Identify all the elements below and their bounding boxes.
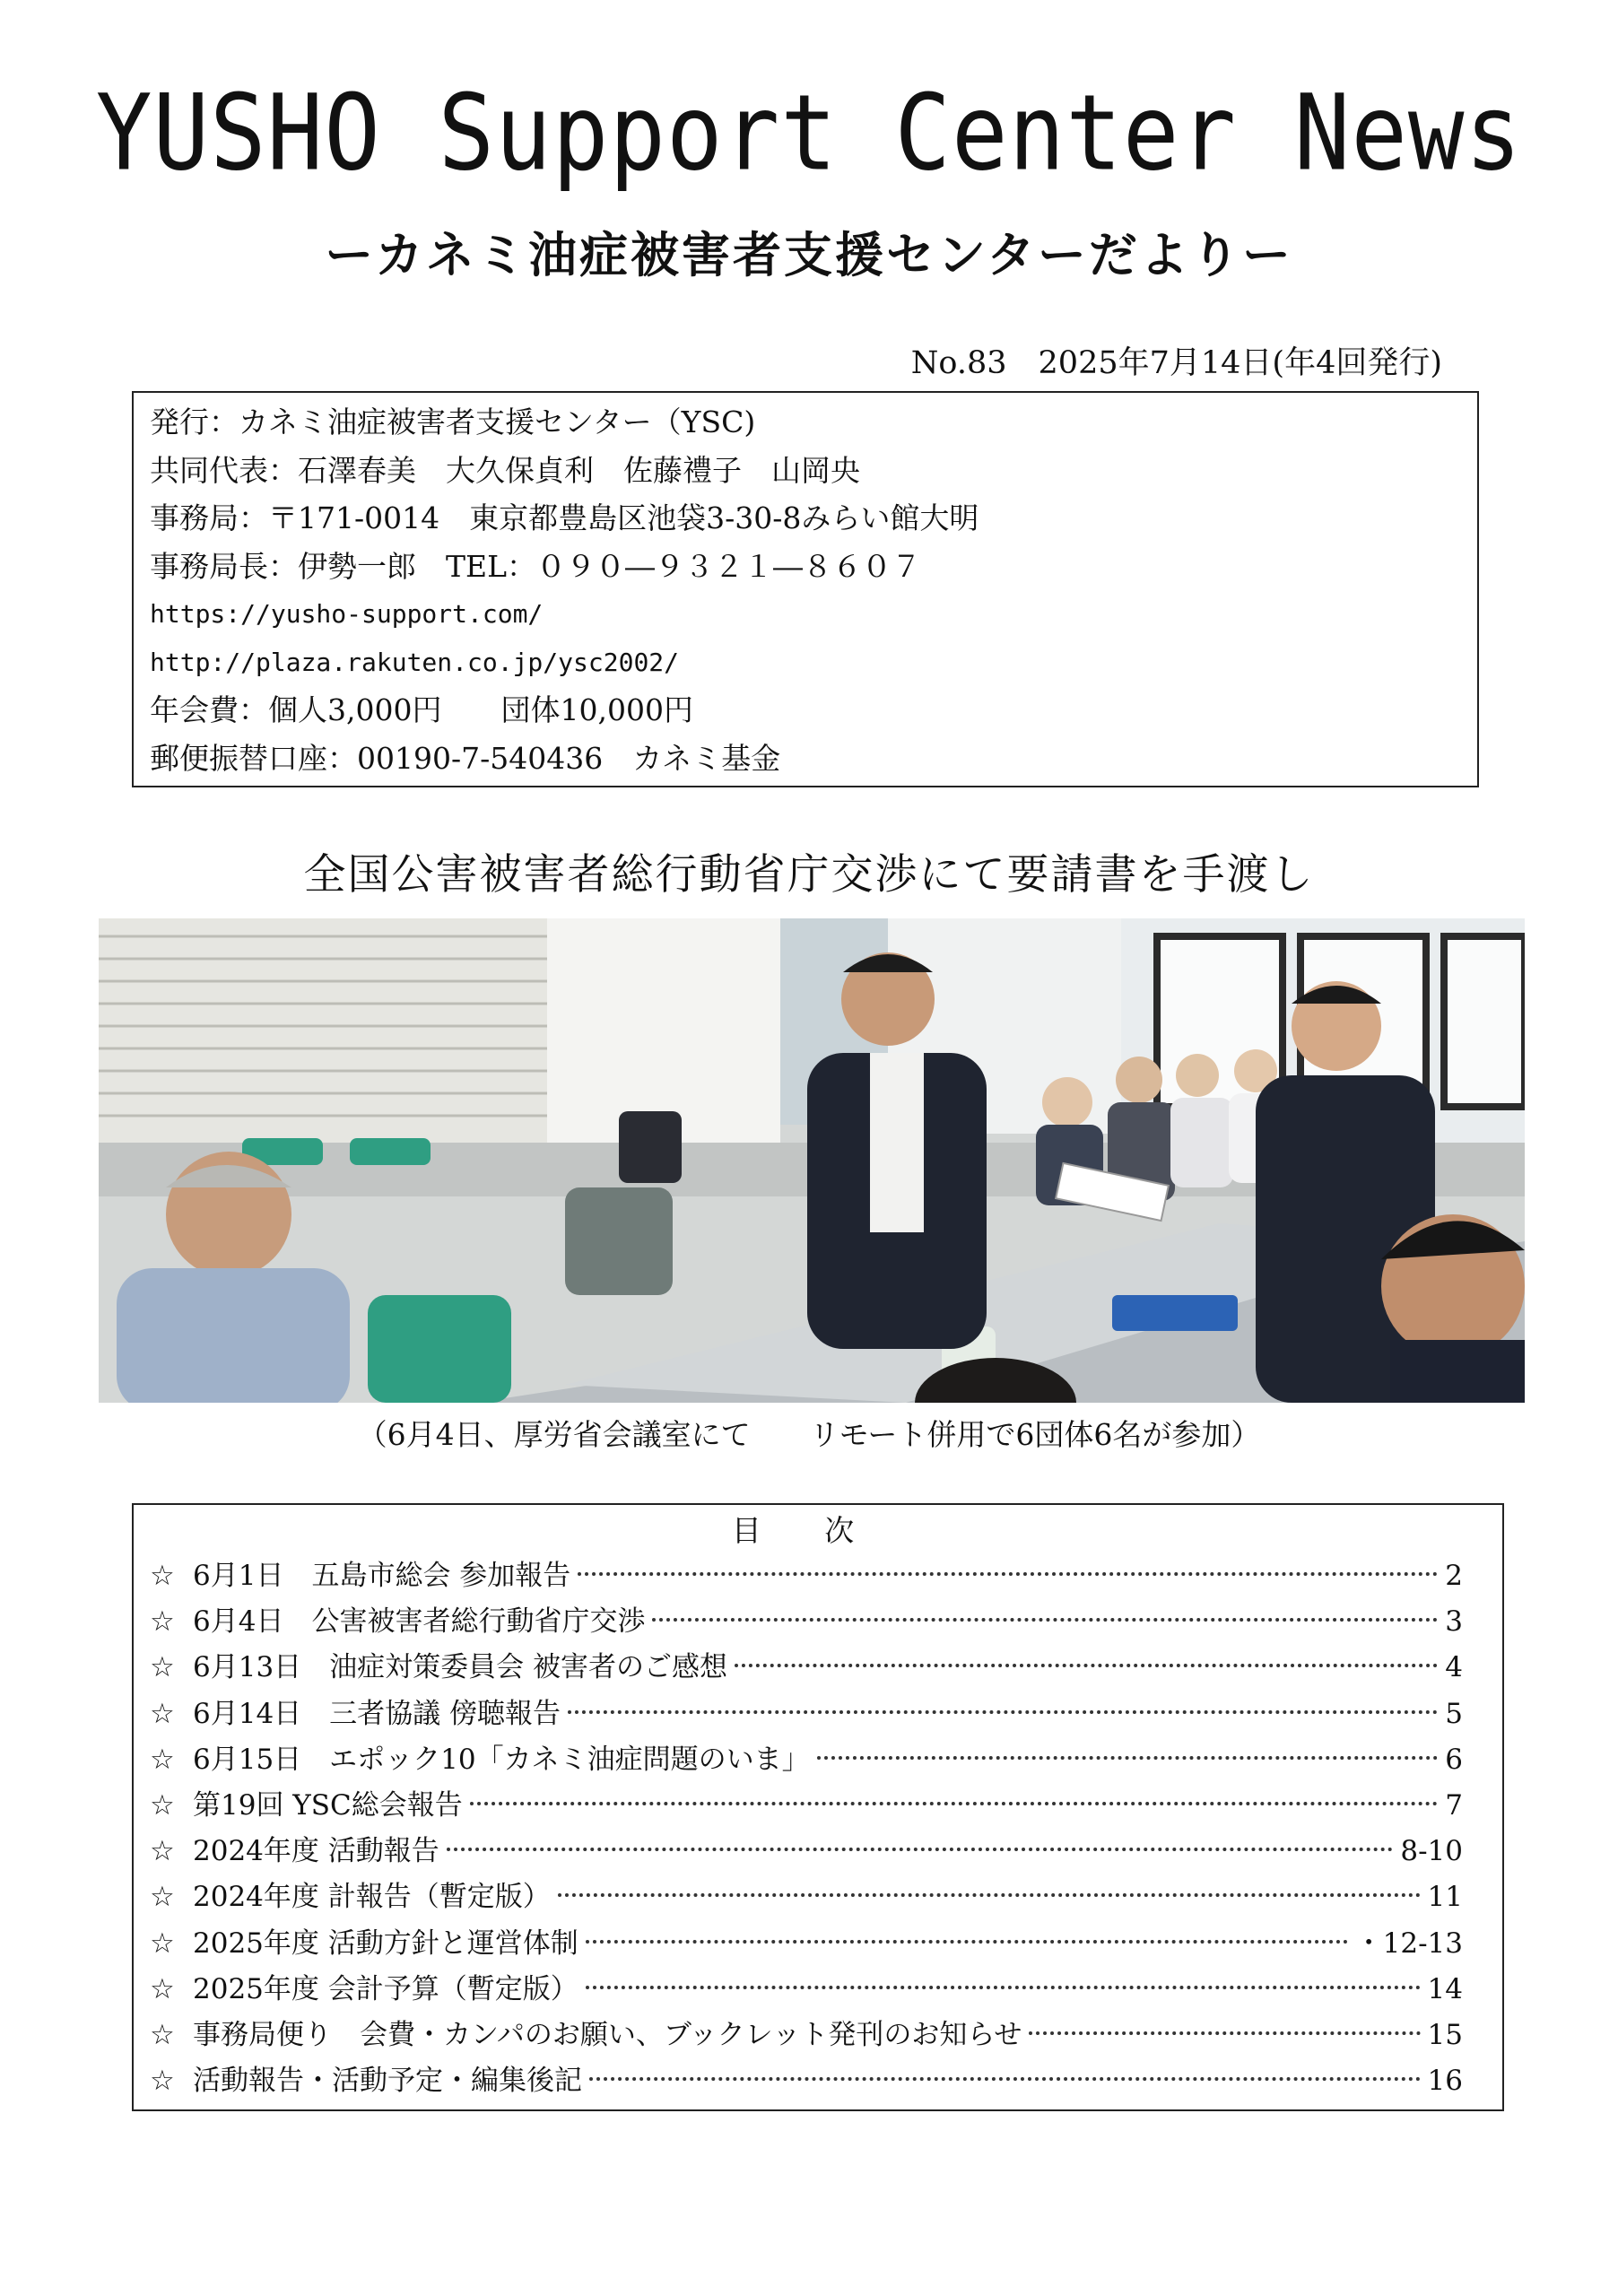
toc-item[interactable] [150,1737,1463,1783]
toc-item-label: 6月1日 五島市総会 参加報告 [193,1560,571,1592]
star-icon: ☆ [150,1788,175,1822]
toc-item[interactable] [150,1553,1463,1599]
star-icon: ☆ [150,2018,175,2051]
meeting-photo [99,918,1525,1403]
toc-item-page: 7 [1445,1788,1463,1822]
star-icon: ☆ [150,2065,175,2098]
star-icon: ☆ [150,1651,175,1684]
toc-item-page: ・12-13 [1354,1926,1463,1960]
toc-leader-dots [578,1572,1438,1576]
toc-item-label: 6月15日 エポック10「カネミ油症問題のいま」 [193,1743,810,1776]
toc-leader-dots [589,2077,1421,2081]
toc-item-page: 8-10 [1400,1835,1463,1868]
toc-leader-dots [470,1802,1439,1805]
toc-item-page: 4 [1445,1651,1463,1684]
toc-item-label: 6月4日 公害被害者総行動省庁交渉 [193,1605,646,1639]
toc-item[interactable] [150,1967,1463,2013]
toc-leader-dots [558,1893,1421,1897]
representatives-line: 共同代表：石澤春美 大久保貞利 佐藤禮子 山岡央 [150,452,860,488]
toc-leader-dots [735,1664,1438,1667]
toc-item-label: 2024年度 活動報告 [193,1835,439,1868]
toc-leader-dots [817,1756,1439,1760]
office-head-line: 事務局長：伊勢一郎 TEL：０９０―９３２１―８６０７ [150,548,922,584]
issue-info: No.83 2025年7月14日(年4回発行) [910,345,1442,381]
toc-item-page: 11 [1427,1881,1463,1914]
publisher-line: 発行：カネミ油症被害者支援センター（YSC) [150,404,756,439]
website-link[interactable]: https://yusho-support.com/ [150,599,544,629]
star-icon: ☆ [150,1972,175,2005]
toc-item[interactable] [150,1829,1463,1874]
toc-item-label: 第19回 YSC総会報告 [193,1788,463,1822]
photo-caption: （6月4日、厚労省会議室にて リモート併用で6団体6名が参加） [357,1417,1261,1452]
star-icon: ☆ [150,1881,175,1914]
toc-item-page: 2 [1445,1560,1463,1592]
star-icon: ☆ [150,1743,175,1776]
toc-item-page: 6 [1445,1743,1463,1776]
toc-item-label: 活動報告・活動予定・編集後記 [193,2065,582,2098]
star-icon: ☆ [150,1835,175,1868]
toc-item-label: 2025年度 活動方針と運営体制 [193,1926,578,1960]
star-icon: ☆ [150,1605,175,1639]
toc-leader-dots [568,1710,1438,1714]
newsletter-title: YUSHO Support Center News [95,71,1523,195]
newsletter-subtitle: ーカネミ油症被害者支援センターだよりー [325,227,1293,283]
toc-item[interactable] [150,2013,1463,2058]
toc-item[interactable] [150,1783,1463,1829]
toc-item[interactable] [150,1692,1463,1737]
toc-item-label: 2025年度 会計予算（暫定版） [193,1972,578,2005]
toc-item[interactable] [150,1921,1463,1967]
office-address-line: 事務局：〒171-0014 東京都豊島区池袋3-30-8みらい館大明 [150,500,979,535]
table-of-contents [132,1503,1504,2111]
star-icon: ☆ [150,1697,175,1730]
toc-item-label: 事務局便り 会費・カンパのお願い、ブックレット発刊のお知らせ [193,2018,1022,2051]
blog-link[interactable]: http://plaza.rakuten.co.jp/ysc2002/ [150,647,680,677]
toc-leader-dots [1029,2031,1420,2035]
article-headline: 全国公害被害者総行動省庁交渉にて要請書を手渡し [303,850,1315,900]
membership-fee-line: 年会費：個人3,000円 団体10,000円 [150,692,693,727]
toc-item[interactable] [150,1874,1463,1920]
toc-item-page: 3 [1445,1605,1463,1639]
star-icon: ☆ [150,1926,175,1960]
toc-item-page: 15 [1427,2018,1463,2051]
toc-item-label: 6月14日 三者協議 傍聴報告 [193,1697,561,1730]
postal-account-line: 郵便振替口座：00190-7-540436 カネミ基金 [150,740,781,776]
toc-item-page: 16 [1427,2065,1463,2098]
toc-item[interactable] [150,2058,1463,2104]
toc-item-page: 14 [1427,1972,1463,2005]
toc-leader-dots [586,1986,1421,1989]
toc-list [150,1553,1463,2104]
toc-item[interactable] [150,1645,1463,1691]
toc-item-page: 5 [1445,1697,1463,1730]
toc-leader-dots [447,1848,1394,1851]
star-icon: ☆ [150,1560,175,1592]
toc-leader-dots [586,1940,1348,1944]
toc-item-label: 2024年度 計報告（暫定版） [193,1881,551,1914]
toc-title: 目 次 [731,1513,882,1548]
toc-leader-dots [652,1618,1438,1622]
toc-item-label: 6月13日 油症対策委員会 被害者のご感想 [193,1651,728,1684]
publisher-info-box [132,391,1479,787]
meeting-photo-illustration [99,918,1525,1403]
toc-item[interactable] [150,1599,1463,1645]
